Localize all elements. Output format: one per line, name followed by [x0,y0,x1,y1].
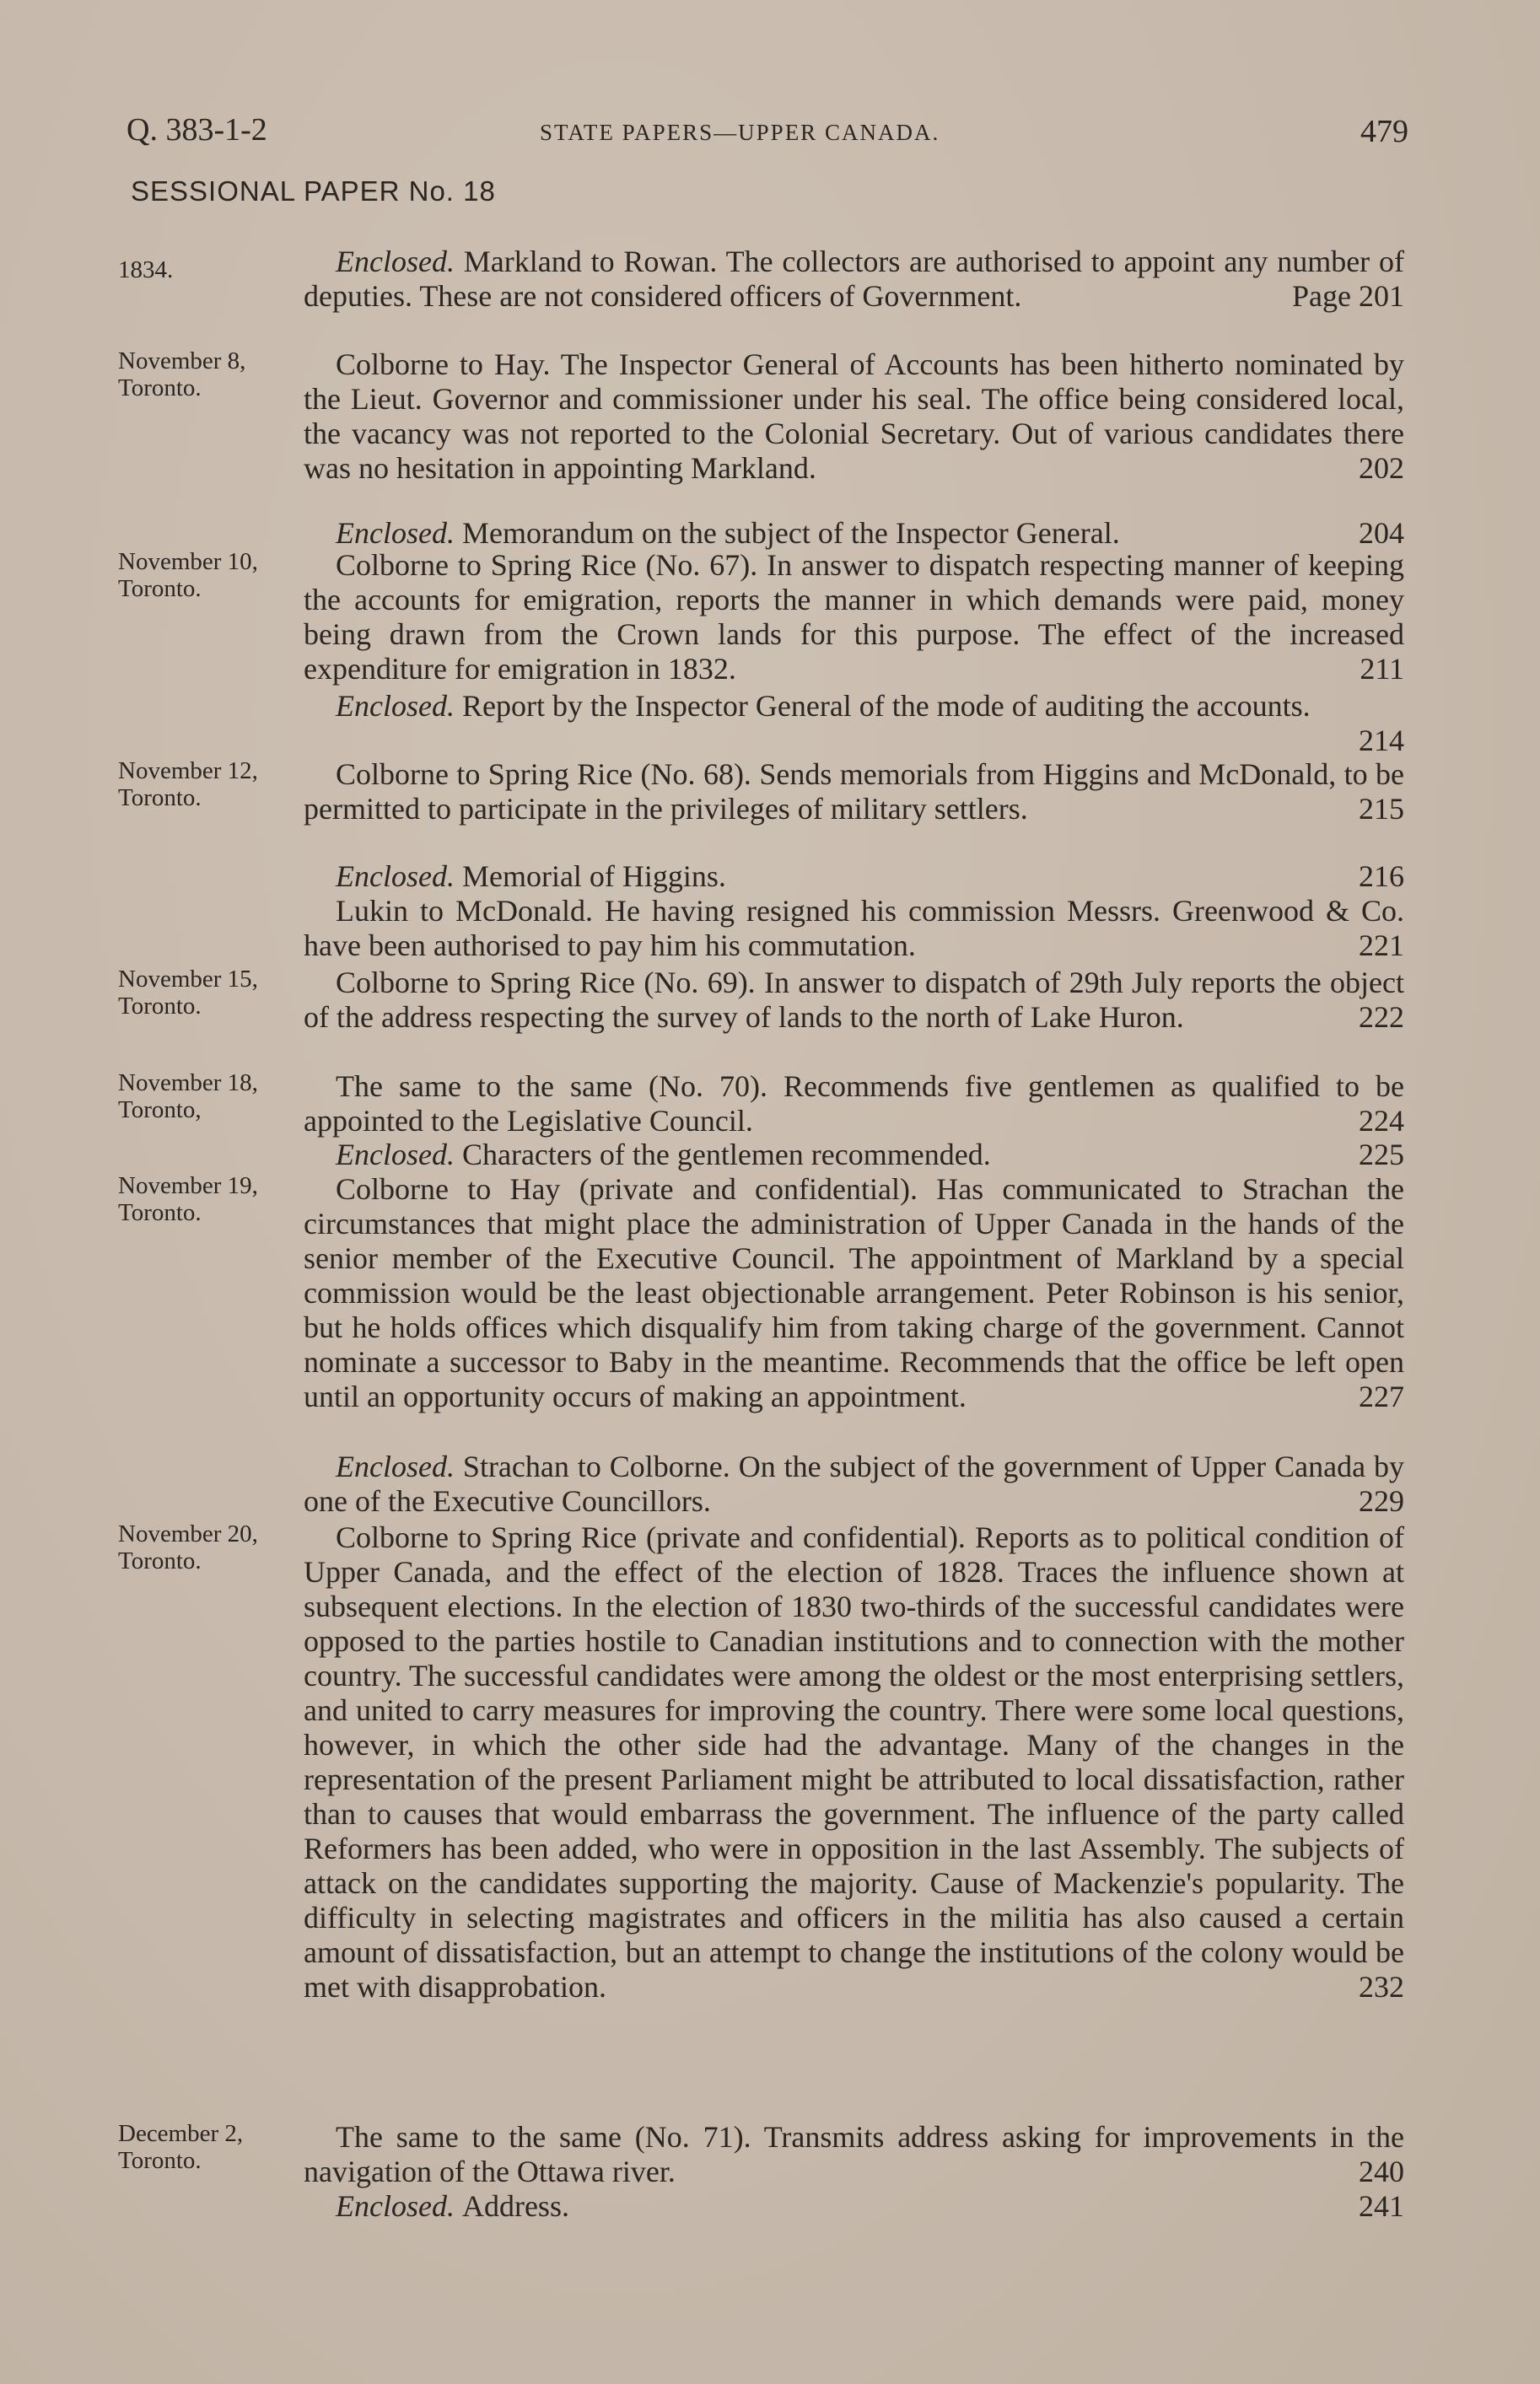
entry-text [304,1069,1404,1138]
entry-text [304,548,1404,686]
entry-text [304,1450,1404,1519]
date-line: December 2, [118,2120,244,2147]
entry-summary: Markland to Rowan. The collectors are authorised to appoint any number of deputies. These are not considered officers of Government. [304,245,1404,313]
entry-text [304,689,1404,758]
entry-summary: Colborne to Spring Rice (No. 69). In answer to dispatch of 29th July reports the object of the address respecting the survey of lands to the north of Lake Huron. [304,966,1404,1034]
enclosed-label: Enclosed. [336,689,462,723]
page-reference: 229 [1359,1484,1404,1518]
page-header [127,111,1408,162]
page-reference: 202 [1359,451,1404,485]
entry-text [304,757,1404,826]
page-reference: 240 [1359,2155,1404,2188]
date-line: November 15, [118,966,258,993]
entry-summary: Colborne to Spring Rice (private and confidential). Reports as to political condition of Upper Canada, and the effect of the election of 1828. Traces the influence shown at subsequent elections. In the election of 1830 two-thirds of the successful candidates were opposed to the parties hostile to Canadian institutions and to connection with the mother country. The successful candidates were among the oldest or the most enterprising settlers, and united to carry measures for improving the country. There were some local questions, however, in which the other side had the advantage. Many of the changes in the representation of the present Parliament might be attributed to local dissatisfaction, rather than to causes that would embarrass the government. The influence of the party called Reformers has been added, who were in opposition in the last Assembly. The subjects of attack on the candidates supporting the majority. Cause of Mackenzie's popularity. The difficulty in selecting magistrates and officers in the militia has also caused a certain amount of dissatisfaction, but an attempt to change the institutions of the colony would be met with disapprobation. [304,1520,1404,2004]
entry-summary: Lukin to McDonald. He having resigned his commission Messrs. Greenwood & Co. have been authorised to pay him his commutation. [304,894,1404,962]
entry-summary: Characters of the gentlemen recommended. [461,1138,991,1171]
place-line: Toronto. [118,784,202,811]
place-line: Toronto. [118,374,202,401]
entry-summary: Colborne to Hay (private and confidential). Has communicated to Strachan the circumstances that might place the administration of Upper Canada in the hands of the senior member of the Executive Council. The appointment of Markland by a special commission would be the least objectionable arrangement. Peter Robinson is his senior, but he holds offices which disqualify him from taking charge of the government. Cannot nominate a successor to Baby in the meantime. Recommends that the office be left open until an opportunity occurs of making an appointment. [304,1172,1404,1413]
entry-text [304,1138,1404,1172]
entry-date [118,2120,299,2174]
entry-date [118,256,299,283]
place-line: Toronto. [118,1199,202,1226]
page-reference: 227 [1359,1380,1404,1413]
entry-summary: Strachan to Colborne. On the subject of the government of Upper Canada by one of the Executive Councillors. [304,1450,1404,1518]
place-line: Toronto. [118,1547,202,1574]
entry-text [304,966,1404,1035]
page-reference: 224 [1359,1104,1404,1138]
enclosed-label: Enclosed. [336,1450,463,1483]
date-line: November 19, [118,1172,258,1199]
date-line: November 8, [118,347,246,374]
page-reference: 204 [1359,516,1404,550]
date-line: November 10, [118,548,258,575]
page-reference: 214 [1359,724,1404,757]
entry-date [118,548,299,602]
place-line: Toronto, [118,1096,202,1123]
entry-summary: The same to the same (No. 71). Transmits address asking for improvements in the navigation of the Ottawa river. [304,2120,1404,2188]
entry-text [304,347,1404,486]
enclosed-label: Enclosed. [336,2189,462,2223]
entry-date [118,347,299,401]
entry-date [118,1069,299,1123]
entry-date [118,1172,299,1226]
entry-text [304,2189,1404,2224]
entry-text [304,1172,1404,1414]
entry-summary: Memorandum on the subject of the Inspector General. [461,516,1120,550]
enclosed-label: Enclosed. [336,1138,462,1171]
place-line: Toronto. [118,2147,202,2174]
entry-text [304,516,1404,551]
entry-date [118,1520,299,1574]
page-reference: 211 [1360,652,1404,686]
entry-text [304,2120,1404,2189]
entry-date [118,966,299,1020]
entry-summary: Colborne to Hay. The Inspector General of Accounts has been hitherto nominated by the Lieut. Governor and commissioner under his seal. The office being considered local, the vacancy was not reported to the Colonial Secretary. Out of various candidates there was no hesitation in appointing Markland. [304,347,1404,485]
date-line: November 18, [118,1069,258,1096]
page-reference: 232 [1359,1970,1404,2004]
page-reference: 221 [1359,928,1404,962]
sessional-paper-label: SESSIONAL PAPER No. 18 [131,175,496,207]
place-line: Toronto. [118,575,202,602]
page-reference: 215 [1359,792,1404,826]
enclosed-label: Enclosed. [336,516,462,550]
entry-summary: The same to the same (No. 70). Recommends five gentlemen as qualified to be appointed to the Legislative Council. [304,1069,1404,1138]
entry-summary: Colborne to Spring Rice (No. 67). In answer to dispatch respecting manner of keeping the accounts for emigration, reports the manner in which demands were paid, money being drawn from the Crown lands for this purpose. The effect of the increased expenditure for emigration in 1832. [304,548,1404,686]
page-reference: 216 [1359,859,1404,893]
entry-summary: Address. [461,2189,569,2223]
document-reference: Q. 383-1-2 [127,112,267,148]
entry-summary: Memorial of Higgins. [461,859,726,893]
entry-text [304,1520,1404,2005]
entry-text [304,245,1404,314]
entry-text [304,894,1404,963]
page-reference: 225 [1359,1138,1404,1171]
entry-summary: Colborne to Spring Rice (No. 68). Sends memorials from Higgins and McDonald, to be permitted to participate in the privileges of military settlers. [304,757,1404,826]
enclosed-label: Enclosed. [336,245,464,278]
date-line: November 12, [118,757,258,784]
enclosed-label: Enclosed. [336,859,462,893]
entry-date [118,757,299,811]
date-line: 1834. [118,256,174,283]
place-line: Toronto. [118,993,202,1020]
page-reference: 241 [1359,2189,1404,2223]
date-line: November 20, [118,1520,258,1547]
page-reference: 222 [1359,1000,1404,1034]
running-title: STATE PAPERS—UPPER CANADA. [540,120,940,145]
page-number: 479 [1360,114,1408,149]
entry-text [304,859,1404,894]
page-reference: Page 201 [1292,279,1404,313]
entry-summary: Report by the Inspector General of the mode of auditing the accounts. [461,689,1311,723]
